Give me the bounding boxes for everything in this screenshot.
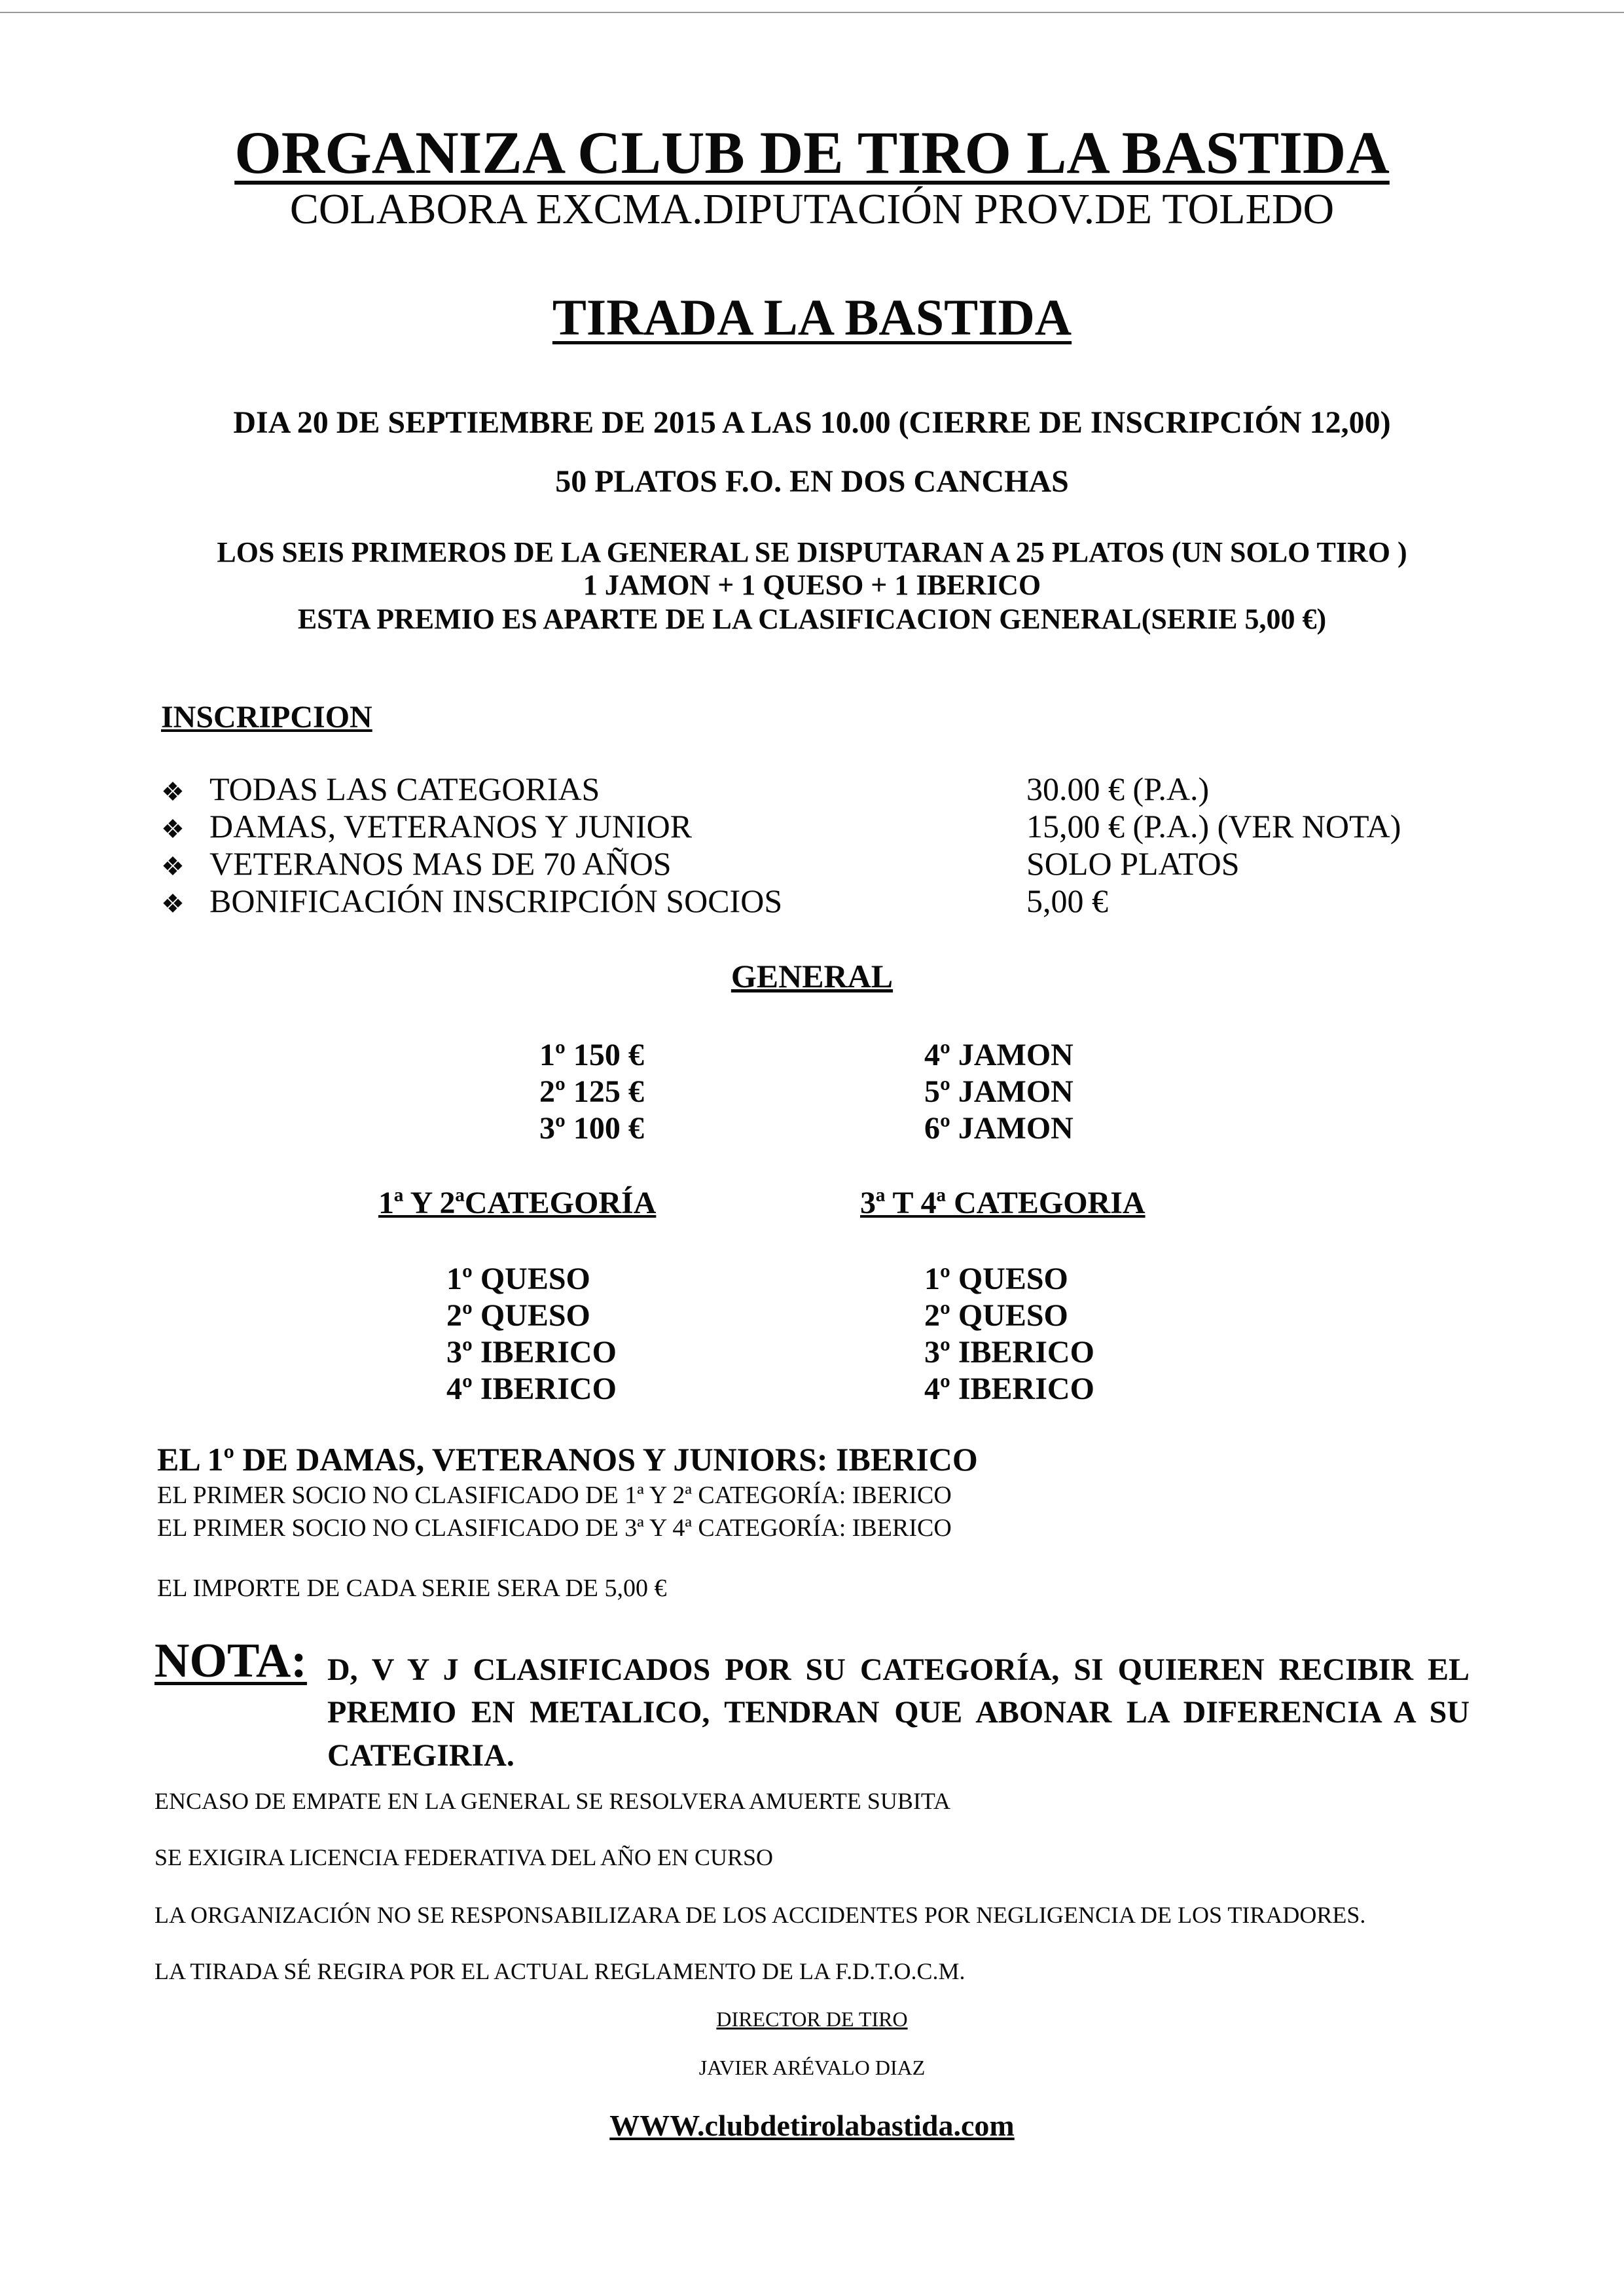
reglamento-line: LA TIRADA SÉ REGIRA POR EL ACTUAL REGLAMENTO DE LA F.D.T.O.C.M. <box>154 1958 965 1984</box>
top-six-line: LOS SEIS PRIMEROS DE LA GENERAL SE DISPUTARAN A 25 PLATOS (UN SOLO TIRO ) <box>217 536 1407 568</box>
director-label: DIRECTOR DE TIRO <box>716 2007 908 2031</box>
inscripcion-label: VETERANOS MAS DE 70 AÑOS <box>209 845 672 882</box>
separate-prize-line: ESTA PREMIO ES APARTE DE LA CLASIFICACION GENERAL(SERIE 5,00 €) <box>297 603 1327 635</box>
general-heading: GENERAL <box>731 958 893 994</box>
bullet-icon: ❖ <box>161 889 185 919</box>
inscripcion-label: BONIFICACIÓN INSCRIPCIÓN SOCIOS <box>209 883 783 919</box>
nota-label: NOTA: <box>154 1634 307 1688</box>
page-subtitle: COLABORA EXCMA.DIPUTACIÓN PROV.DE TOLEDO <box>289 185 1335 233</box>
page-title: ORGANIZA CLUB DE TIRO LA BASTIDA <box>234 119 1390 186</box>
bullet-icon: ❖ <box>161 852 185 881</box>
inscripcion-price: 15,00 € (P.A.) (VER NOTA) <box>1026 808 1401 845</box>
category-prize: 2º QUESO <box>924 1298 1068 1333</box>
category-prize: 2º QUESO <box>446 1298 590 1333</box>
inscripcion-price: 30.00 € (P.A.) <box>1026 771 1210 807</box>
dvj-prize-line: EL 1º DE DAMAS, VETERANOS Y JUNIORS: IBERICO <box>157 1441 978 1478</box>
inscripcion-label: DAMAS, VETERANOS Y JUNIOR <box>209 808 693 845</box>
category-prize: 3º IBERICO <box>446 1335 617 1370</box>
nota-text: D, V Y J CLASIFICADOS POR SU CATEGORÍA, SI QUIEREN RECIBIR EL PREMIO EN METALICO, TENDRAN QUE ABONAR LA DIFERENCIA A SU CATEGIRIA. <box>327 1652 1470 1773</box>
category-prize: 3º IBERICO <box>924 1335 1094 1370</box>
general-prize: 4º JAMON <box>924 1038 1074 1072</box>
category-3-4-heading: 3ª T 4ª CATEGORIA <box>860 1186 1146 1220</box>
prizes-line: 1 JAMON + 1 QUESO + 1 IBERICO <box>583 569 1041 601</box>
director-name: JAVIER ARÉVALO DIAZ <box>698 2056 926 2079</box>
general-prize: 6º JAMON <box>924 1111 1074 1146</box>
general-prize: 2º 125 € <box>539 1074 644 1109</box>
general-prize: 5º JAMON <box>924 1074 1074 1109</box>
socio-3-4-line: EL PRIMER SOCIO NO CLASIFICADO DE 3ª Y 4ª CATEGORÍA: IBERICO <box>157 1514 952 1542</box>
bullet-icon: ❖ <box>161 777 185 807</box>
category-1-2-heading: 1ª Y 2ªCATEGORÍA <box>378 1186 657 1220</box>
website-link[interactable]: WWW.clubdetirolabastida.com <box>609 2109 1015 2142</box>
plates-line: 50 PLATOS F.O. EN DOS CANCHAS <box>555 464 1069 499</box>
general-prize: 1º 150 € <box>539 1038 644 1072</box>
bullet-icon: ❖ <box>161 814 185 844</box>
inscripcion-heading: INSCRIPCION <box>161 700 372 735</box>
date-line: DIA 20 DE SEPTIEMBRE DE 2015 A LAS 10.00 (CIERRE DE INSCRIPCIÓN 12,00) <box>233 405 1391 440</box>
category-prize: 4º IBERICO <box>924 1372 1094 1406</box>
inscripcion-label: TODAS LAS CATEGORIAS <box>209 771 600 807</box>
serie-cost-line: EL IMPORTE DE CADA SERIE SERA DE 5,00 € <box>157 1575 667 1602</box>
responsabilidad-line: LA ORGANIZACIÓN NO SE RESPONSABILIZARA DE LOS ACCIDENTES POR NEGLIGENCIA DE LOS TIRADORES. <box>154 1902 1366 1928</box>
empate-line: ENCASO DE EMPATE EN LA GENERAL SE RESOLVERA AMUERTE SUBITA <box>154 1788 951 1814</box>
category-prize: 1º QUESO <box>924 1262 1068 1296</box>
licencia-line: SE EXIGIRA LICENCIA FEDERATIVA DEL AÑO EN CURSO <box>154 1844 774 1870</box>
inscripcion-price: 5,00 € <box>1026 883 1108 919</box>
category-prize: 4º IBERICO <box>446 1372 617 1406</box>
general-prize: 3º 100 € <box>539 1111 644 1146</box>
category-prize: 1º QUESO <box>446 1262 590 1296</box>
socio-1-2-line: EL PRIMER SOCIO NO CLASIFICADO DE 1ª Y 2ª CATEGORÍA: IBERICO <box>157 1482 952 1509</box>
scan-edge-line <box>0 12 1624 13</box>
event-title: TIRADA LA BASTIDA <box>552 289 1072 346</box>
inscripcion-price: SOLO PLATOS <box>1026 845 1240 882</box>
